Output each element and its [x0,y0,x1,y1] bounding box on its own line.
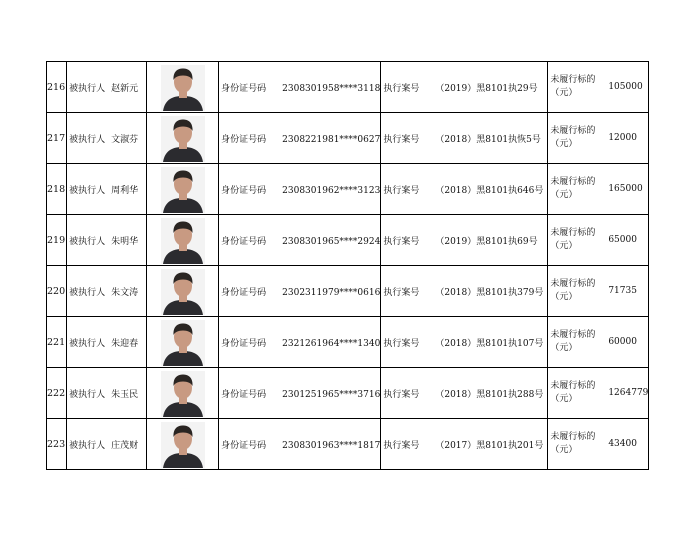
row-index [47,62,67,113]
portrait-photo [161,269,205,315]
amount-value: 71735 [608,286,637,296]
amount-label: 未履行标的（元） [550,228,596,251]
id-cell [219,266,381,317]
party-label: 被执行人 [69,134,106,145]
row-index-text: 218 [47,183,66,195]
id-cell [219,419,381,470]
name-cell [67,317,147,368]
amount-cell [548,419,649,470]
case-number: （2019）黑8101执29号 [435,83,538,94]
case-number: （2018）黑8101执288号 [435,389,544,400]
row-index-text: 219 [47,234,66,246]
amount-cell [548,215,649,266]
id-label: 身份证号码 [221,440,267,451]
id-number: 2308301962****3123 [282,185,381,196]
amount-cell [548,317,649,368]
amount-label: 未履行标的（元） [550,330,596,353]
id-cell [219,368,381,419]
portrait-photo [161,167,205,213]
name-cell [67,164,147,215]
name-cell [67,266,147,317]
row-index [47,368,67,419]
id-number: 2301251965****3716 [282,389,381,400]
party-label: 被执行人 [69,83,106,94]
id-label: 身份证号码 [221,134,267,145]
amount-cell [548,164,649,215]
id-cell [219,164,381,215]
id-number: 2321261964****1340 [282,338,381,349]
case-label: 执行案号 [383,134,420,145]
party-label: 被执行人 [69,338,106,349]
amount-value: 60000 [608,337,637,347]
id-label: 身份证号码 [221,236,267,247]
case-label: 执行案号 [383,389,420,400]
case-cell [381,317,548,368]
amount-value: 165000 [608,184,643,194]
id-number: 2308221981****0627 [282,134,381,145]
case-label: 执行案号 [383,287,420,298]
row-index [47,266,67,317]
debtor-name: 周利华 [111,185,139,196]
table-row [47,368,649,419]
debtor-name: 朱文涛 [111,287,139,298]
id-cell [219,113,381,164]
case-number: （2018）黑8101执107号 [435,338,544,349]
amount-cell [548,62,649,113]
amount-label: 未履行标的（元） [550,75,596,98]
case-label: 执行案号 [383,440,420,451]
table-row [47,164,649,215]
row-index-text: 221 [47,336,66,348]
party-label: 被执行人 [69,185,106,196]
case-label: 执行案号 [383,185,420,196]
case-number: （2018）黑8101执恢5号 [435,134,541,145]
photo-cell [147,266,219,317]
portrait-photo [161,116,205,162]
debtor-table-body [47,62,649,470]
photo-cell [147,419,219,470]
id-cell [219,317,381,368]
case-label: 执行案号 [383,338,420,349]
portrait-photo [161,320,205,366]
amount-cell [548,113,649,164]
case-number: （2018）黑8101执646号 [435,185,544,196]
case-cell [381,62,548,113]
row-index [47,215,67,266]
amount-label: 未履行标的（元） [550,126,596,149]
name-cell [67,62,147,113]
name-cell [67,368,147,419]
amount-label: 未履行标的（元） [550,279,596,302]
debtor-name: 赵新元 [111,83,139,94]
id-number: 2308301958****3118 [282,83,381,94]
case-cell [381,113,548,164]
case-number: （2018）黑8101执379号 [435,287,544,298]
case-number: （2017）黑8101执201号 [435,440,544,451]
name-cell [67,419,147,470]
portrait-photo [161,65,205,111]
name-cell [67,113,147,164]
id-label: 身份证号码 [221,185,267,196]
portrait-photo [161,218,205,264]
party-label: 被执行人 [69,389,106,400]
debtor-name: 朱玉民 [111,389,139,400]
case-cell [381,368,548,419]
debtor-table [46,61,649,470]
amount-value: 65000 [608,235,637,245]
case-label: 执行案号 [383,236,420,247]
row-index [47,113,67,164]
amount-value: 12000 [608,133,637,143]
row-index-text: 220 [47,285,66,297]
case-cell [381,164,548,215]
party-label: 被执行人 [69,236,106,247]
amount-label: 未履行标的（元） [550,432,596,455]
name-cell [67,215,147,266]
amount-cell [548,266,649,317]
case-cell [381,215,548,266]
case-number: （2019）黑8101执69号 [435,236,538,247]
id-cell [219,62,381,113]
row-index [47,317,67,368]
id-label: 身份证号码 [221,287,267,298]
photo-cell [147,317,219,368]
debtor-name: 朱明华 [111,236,139,247]
amount-cell [548,368,649,419]
case-cell [381,266,548,317]
table-row [47,113,649,164]
portrait-photo [161,371,205,417]
amount-value: 1264779 [608,388,649,398]
table-row [47,419,649,470]
party-label: 被执行人 [69,440,106,451]
row-index-text: 216 [47,81,66,93]
amount-value: 43400 [608,439,637,449]
row-index [47,419,67,470]
table-row [47,215,649,266]
id-number: 2308301965****2924 [282,236,381,247]
id-label: 身份证号码 [221,83,267,94]
photo-cell [147,215,219,266]
id-number: 2308301963****1817 [282,440,381,451]
photo-cell [147,368,219,419]
table-row [47,317,649,368]
row-index-text: 223 [47,438,66,450]
id-cell [219,215,381,266]
party-label: 被执行人 [69,287,106,298]
debtor-name: 庄茂财 [111,440,139,451]
id-label: 身份证号码 [221,338,267,349]
id-number: 2302311979****0616 [282,287,381,298]
amount-label: 未履行标的（元） [550,381,596,404]
photo-cell [147,62,219,113]
row-index [47,164,67,215]
case-label: 执行案号 [383,83,420,94]
photo-cell [147,113,219,164]
amount-value: 105000 [608,82,643,92]
table-row [47,266,649,317]
portrait-photo [161,422,205,468]
row-index-text: 222 [47,387,66,399]
id-label: 身份证号码 [221,389,267,400]
table-row [47,62,649,113]
amount-label: 未履行标的（元） [550,177,596,200]
row-index-text: 217 [47,132,66,144]
photo-cell [147,164,219,215]
debtor-name: 朱迎春 [111,338,139,349]
debtor-name: 文淑芬 [111,134,139,145]
case-cell [381,419,548,470]
